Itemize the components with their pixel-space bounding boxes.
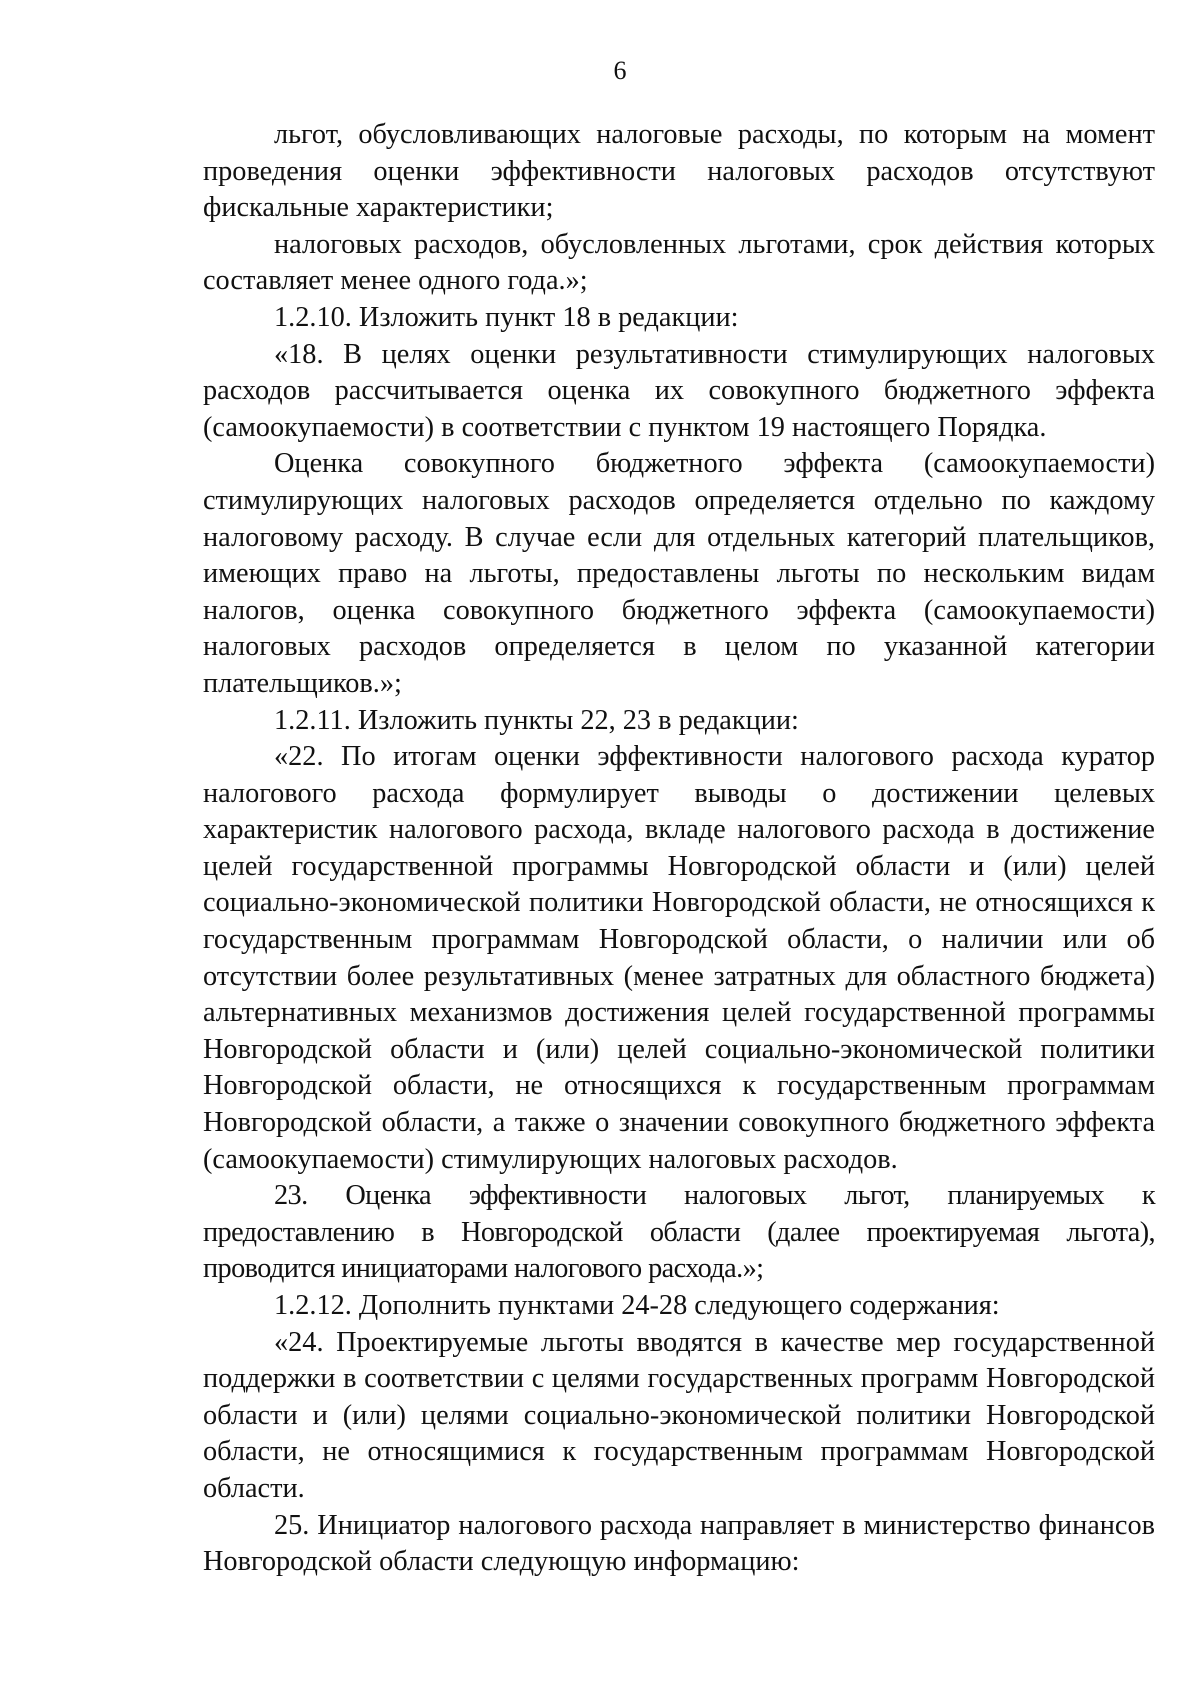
paragraph-clause-1-2-12: 1.2.12. Дополнить пунктами 24-28 следующего содержания:: [274, 1290, 1000, 1321]
paragraph-clause-1-2-10: 1.2.10. Изложить пункт 18 в редакции:: [274, 301, 739, 333]
paragraph-point-24: «24. Проектируемые льготы вводятся в качестве мер государственной поддержки в соответствии с целями государственных программ Новгородской области и (или) целями социально-экономической политики Новгородской области, не относящимися к государственным программам Новгородской области.: [203, 1326, 1155, 1504]
paragraph-budget-effect-assessment: Оценка совокупного бюджетного эффекта (самоокупаемости) стимулирующих налоговых расходов определяется отдельно по каждому налоговому расходу. В случае если для отдельных категорий плательщиков, имеющих право на льготы, предоставлены льготы по нескольким видам налогов, оценка совокупного бюджетного эффекта (самоокупаемости) налоговых расходов определяется в целом по указанной категории плательщиков.»;: [203, 448, 1155, 699]
paragraph-point-22: «22. По итогам оценки эффективности налогового расхода куратор налогового расхода формулирует выводы о достижении целевых характеристик налогового расхода, вкладе налогового расхода в достижение целей государственной программы Новгородской области и (или) целей социально-экономической политики Новгородской области, не относящихся к государственным программам Новгородской области, о наличии или об отсутствии более результативных (менее затратных для областного бюджета) альтернативных механизмов достижения целей государственной программы Новгородской области и (или) целей социально-экономической политики Новгородской области, не относящихся к государственным программам Новгородской области, а также о значении совокупного бюджетного эффекта (самоокупаемости) стимулирующих налоговых расходов.: [203, 741, 1155, 1175]
paragraph-point-25: 25. Инициатор налогового расхода направляет в министерство финансов Новгородской области следующую информацию:: [203, 1509, 1155, 1578]
page-number: 6: [613, 56, 627, 85]
paragraph-clause-1-2-11: 1.2.11. Изложить пункты 22, 23 в редакции:: [274, 704, 799, 736]
paragraph-point-23: 23. Оценка эффективности налоговых льгот, планируемых к предоставлению в Новгородской области (далее проектируемая льгота), проводится инициаторами налогового расхода.»;: [203, 1180, 1155, 1285]
document-body: [203, 117, 1155, 1581]
paragraph-fiscal-characteristics: льгот, обусловливающих налоговые расходы, по которым на момент проведения оценки эффективности налоговых расходов отсутствуют фискальные характеристики;: [203, 119, 1155, 224]
paragraph-point-18: «18. В целях оценки результативности стимулирующих налоговых расходов рассчитывается оценка их совокупного бюджетного эффекта (самоокупаемости) в соответствии с пунктом 19 настоящего Порядка.: [203, 338, 1155, 443]
paragraph-short-term-benefits: налоговых расходов, обусловленных льготами, срок действия которых составляет менее одного года.»;: [203, 228, 1155, 297]
